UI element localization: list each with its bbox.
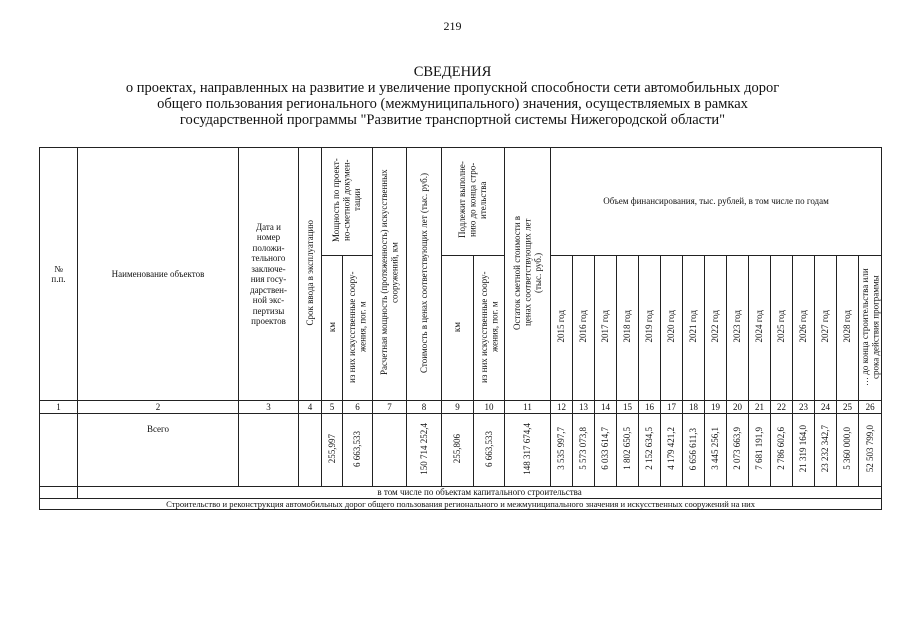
header-cost-text: Стоимость в ценах соответствующих лет (тыс. руб.) (418, 172, 429, 373)
header-build-group (442, 148, 505, 256)
column-number: 25 (837, 401, 859, 414)
total-year-end: 52 503 799,0 (864, 425, 875, 473)
header-year-text: 2020 год (666, 310, 677, 344)
header-financing-text: Объем финансирования, тыс. рублей, в том числе по годам (603, 196, 829, 207)
total-build-km: 255,806 (452, 434, 463, 464)
total-year-cell (859, 414, 882, 487)
document-subtitle-line-2: общего пользования регионального (межмуниципального) значения, осуществляемых в рамках (157, 96, 748, 112)
column-number: 17 (661, 401, 683, 414)
header-year-2015 (551, 256, 573, 401)
total-calc-capacity (373, 414, 407, 487)
header-name (78, 148, 239, 401)
header-remainder-text: Остаток сметной стоимости в ценах соответствующих лет (тыс. руб.) (511, 215, 543, 330)
header-build-struct-text: из них искусственные соору- жения, пог. м (478, 271, 499, 383)
total-year-cell (749, 414, 771, 487)
column-number: 24 (815, 401, 837, 414)
total-year-cell (815, 414, 837, 487)
header-date-text: Дата и номер положи- тельного заключе- ния госу- дарствен- ной экс- пертизы проектов (249, 221, 287, 326)
header-num (40, 148, 78, 401)
total-year-2026: 21 319 164,0 (798, 425, 809, 473)
header-year-text: 2019 год (644, 310, 655, 344)
header-num-text: № п.п. (51, 263, 66, 284)
header-capacity-group-text: Мощность по проект- но-сметной докумен- тации (331, 158, 363, 243)
header-name-text: Наименование объектов (111, 268, 205, 279)
header-build-km (442, 256, 474, 401)
header-year-2016 (573, 256, 595, 401)
projects-table (39, 147, 882, 510)
header-capacity-struct (343, 256, 373, 401)
total-remainder-cell (505, 414, 551, 487)
total-capacity-struct: 6 663,533 (352, 430, 363, 467)
header-year-text: 2016 год (578, 310, 589, 344)
total-cost-cell (407, 414, 442, 487)
total-row (40, 414, 882, 487)
header-year-2019 (639, 256, 661, 401)
section-row (40, 498, 882, 510)
total-year-cell (573, 414, 595, 487)
total-year-cell (551, 414, 573, 487)
column-number: 19 (705, 401, 727, 414)
total-year-2027: 23 232 342,7 (820, 425, 831, 473)
total-capacity-km-cell (322, 414, 343, 487)
column-number: 6 (343, 401, 373, 414)
header-year-2017 (595, 256, 617, 401)
subtitle-text: в том числе по объектам капитального строительства (78, 487, 882, 499)
header-year-text: 2023 год (732, 310, 743, 344)
header-remainder (505, 148, 551, 401)
column-number: 9 (442, 401, 474, 414)
total-build-struct: 6 663,533 (483, 430, 494, 467)
header-commission-text: Срок ввода в эксплуатацию (304, 220, 315, 326)
total-build-km-cell (442, 414, 474, 487)
total-num (40, 414, 78, 487)
total-year-2016: 5 573 073,8 (578, 427, 589, 471)
total-capacity-struct-cell (343, 414, 373, 487)
header-year-2025 (771, 256, 793, 401)
total-date (239, 414, 299, 487)
header-build-group-text: Подлежит выполне- нию до конца стро- ительства (457, 161, 489, 239)
header-year-text: 2021 год (688, 310, 699, 344)
header-financing (551, 148, 882, 256)
header-year-text: 2025 год (776, 310, 787, 344)
column-number: 13 (573, 401, 595, 414)
total-year-cell (771, 414, 793, 487)
total-year-cell (595, 414, 617, 487)
column-number: 5 (322, 401, 343, 414)
header-calc-capacity (373, 148, 407, 401)
total-year-cell (705, 414, 727, 487)
header-calc-capacity-text: Расчетная мощность (протяженность) искусственных сооружений, км (379, 169, 400, 376)
header-year-text: 2018 год (622, 310, 633, 344)
header-year-text: 2028 год (842, 310, 853, 344)
total-year-2018: 1 802 650,5 (622, 427, 633, 471)
header-commission (299, 148, 322, 401)
total-remainder: 148 317 674,4 (522, 422, 533, 475)
header-year-text: 2027 год (820, 310, 831, 344)
header-year-text: 2026 год (798, 310, 809, 344)
column-number: 12 (551, 401, 573, 414)
header-year-text: 2015 год (556, 310, 567, 344)
header-year-2018 (617, 256, 639, 401)
subtitle-row (40, 487, 882, 499)
column-number: 26 (859, 401, 882, 414)
column-number: 4 (299, 401, 322, 414)
header-year-end (859, 256, 882, 401)
column-number: 8 (407, 401, 442, 414)
column-number: 20 (727, 401, 749, 414)
total-year-2024: 7 681 191,9 (754, 427, 765, 471)
document-title: СВЕДЕНИЯ (413, 64, 492, 80)
column-number: 16 (639, 401, 661, 414)
column-number: 7 (373, 401, 407, 414)
header-capacity-struct-text: из них искусственные соору- жения, пог. м (347, 271, 368, 383)
total-year-cell (639, 414, 661, 487)
total-year-2015: 3 535 997,7 (556, 427, 567, 471)
total-year-2023: 2 073 663,9 (732, 427, 743, 471)
column-number: 23 (793, 401, 815, 414)
column-number: 1 (40, 401, 78, 414)
total-year-cell (617, 414, 639, 487)
total-year-cell (837, 414, 859, 487)
total-year-cell (661, 414, 683, 487)
document-subtitle-line-1: о проектах, направленных на развитие и увеличение пропускной способности сети автомобильных дорог (125, 80, 780, 96)
subtitle-num (40, 487, 78, 499)
header-year-2021 (683, 256, 705, 401)
header-capacity-km-text: км (326, 321, 337, 332)
document-subtitle-line-3: государственной программы "Развитие транспортной системы Нижегородской области" (179, 112, 726, 128)
header-year-2024 (749, 256, 771, 401)
total-year-2017: 6 033 614,7 (600, 427, 611, 471)
total-year-2022: 3 445 256,1 (710, 427, 721, 471)
header-capacity-group (322, 148, 373, 256)
total-year-cell (793, 414, 815, 487)
total-name: Всего (78, 414, 239, 487)
section-text: Строительство и реконструкция автомобильных дорог общего пользования регионального и межмуниципального значения и искусственных сооружений на них (40, 498, 882, 510)
header-year-end-text: … до конца строительства или срока действия программы (859, 267, 881, 386)
column-number: 21 (749, 401, 771, 414)
header-year-text: 2017 год (600, 310, 611, 344)
header-cost (407, 148, 442, 401)
column-number: 14 (595, 401, 617, 414)
column-number: 15 (617, 401, 639, 414)
total-year-2028: 5 360 000,0 (842, 427, 853, 471)
header-date (239, 148, 299, 401)
header-year-text: 2024 год (754, 310, 765, 344)
header-year-2027 (815, 256, 837, 401)
column-number: 10 (474, 401, 505, 414)
header-year-2020 (661, 256, 683, 401)
total-year-cell (727, 414, 749, 487)
page-number: 219 (443, 19, 462, 33)
column-number: 2 (78, 401, 239, 414)
header-build-struct (474, 256, 505, 401)
header-year-2028 (837, 256, 859, 401)
total-build-struct-cell (474, 414, 505, 487)
column-number: 11 (505, 401, 551, 414)
total-year-2019: 2 152 634,5 (644, 427, 655, 471)
header-capacity-km (322, 256, 343, 401)
header-year-2026 (793, 256, 815, 401)
column-numbers-row (40, 401, 882, 414)
column-number: 3 (239, 401, 299, 414)
header-year-2022 (705, 256, 727, 401)
total-year-2020: 4 179 421,2 (666, 427, 677, 471)
total-capacity-km: 255,997 (326, 434, 337, 464)
header-year-2023 (727, 256, 749, 401)
column-number: 18 (683, 401, 705, 414)
total-commission (299, 414, 322, 487)
header-build-km-text: км (452, 321, 463, 332)
header-year-text: 2022 год (710, 310, 721, 344)
column-number: 22 (771, 401, 793, 414)
total-cost: 150 714 252,4 (418, 422, 429, 475)
total-year-2025: 2 786 602,6 (776, 427, 787, 471)
total-year-cell (683, 414, 705, 487)
total-year-2021: 6 656 611,3 (688, 427, 699, 470)
